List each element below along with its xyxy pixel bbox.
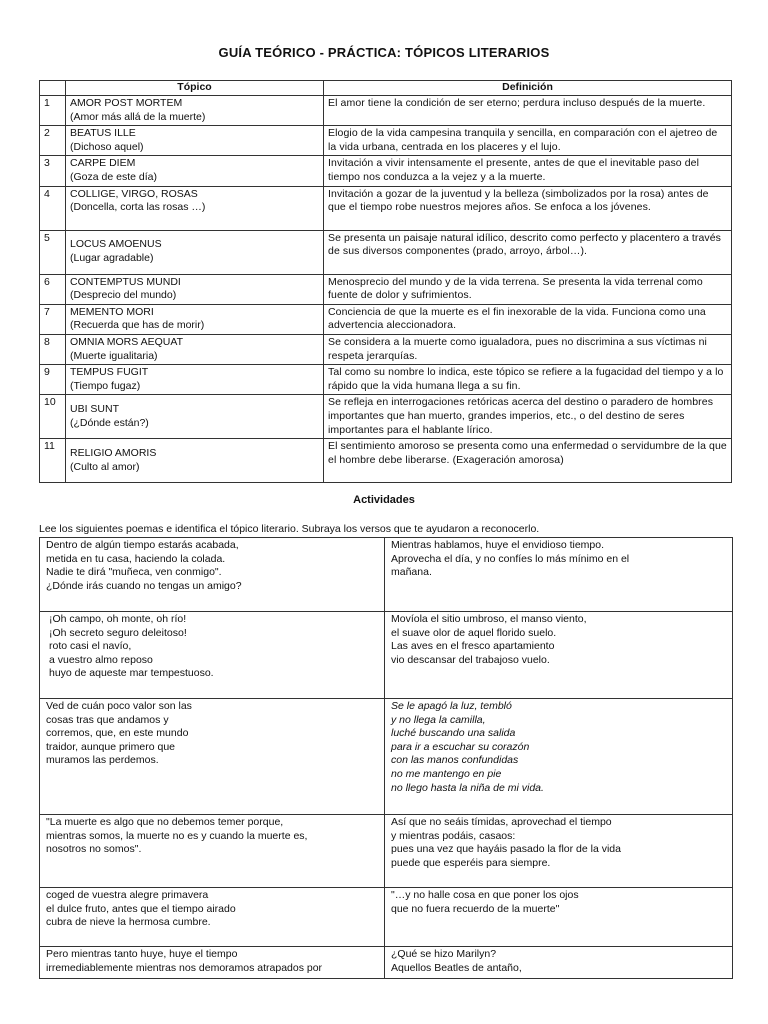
poem-verse: puede que esperéis para siempre. [391,856,551,869]
page-title: GUÍA TEÓRICO - PRÁCTICA: TÓPICOS LITERARIOS [218,45,550,60]
topic-cell [66,395,324,439]
poem-verse: pues una vez que hayáis pasado la flor de la vida [391,843,621,856]
poem-verse: mientras somos, la muerte no es y cuando la muerte es, [46,829,308,842]
row-number: 9 [40,365,66,395]
table-row [40,274,732,304]
table-row [40,304,732,334]
topic-name: RELIGIO AMORIS [70,447,157,460]
poem-verse: Ved de cuán poco valor son las [46,700,192,712]
topic-translation: (Tiempo fugaz) [70,379,141,392]
topic-translation: (Recuerda que has de morir) [70,319,205,332]
topic-name: UBI SUNT [70,403,120,416]
topic-cell [66,334,324,364]
poem-verse: para ir a escuchar su corazón [391,740,530,753]
poem-row [40,947,733,979]
topic-definition: Elogio de la vida campesina tranquila y sencilla, en comparación con el ajetreo de la vida urbana, centrada en los placeres y el lujo. [324,126,732,156]
table-row [40,126,732,156]
topic-cell [66,96,324,126]
header-definition: Definición [324,81,732,96]
topic-definition: El amor tiene la condición de ser eterno; perdura incluso después de la muerte. [324,96,732,126]
topic-definition: Conciencia de que la muerte es el fin inexorable de la vida. Funciona como una advertencia aleccionadora. [324,304,732,334]
poem-verse: ¡Oh campo, oh monte, oh río! [49,613,187,625]
topic-definition: Se presenta un paisaje natural idílico, descrito como perfecto y placentero a través de sus diversos componentes (prado, arroyo, árbol…). [324,230,732,274]
poem-verse: no llego hasta la niña de mi vida. [391,781,544,794]
poem-verse: Mientras hablamos, huye el envidioso tiempo. [391,539,605,551]
poem-verse: metida en tu casa, haciendo la colada. [46,552,226,565]
poem-row [40,538,733,612]
topic-cell [66,304,324,334]
poem-cell [40,538,385,612]
topic-definition: El sentimiento amoroso se presenta como una enfermedad o servidumbre de la que el hombre debe liberarse. (Exageración amorosa) [324,439,732,483]
topic-name: BEATUS ILLE [70,127,136,140]
row-number: 2 [40,126,66,156]
topic-cell [66,126,324,156]
activities-instruction: Lee los siguientes poemas e identifica el tópico literario. Subraya los versos que te ayudaron a reconocerlo. [39,523,540,535]
table-row [40,365,732,395]
topic-translation: (Amor más allá de la muerte) [70,110,206,123]
poem-verse: "La muerte es algo que no debemos temer porque, [46,816,284,828]
poem-verse: luché buscando una salida [391,727,516,740]
topic-name: MEMENTO MORI [70,305,154,318]
poem-verse: Así que no seáis tímidas, aprovechad el tiempo [391,816,612,828]
topic-name: TEMPUS FUGIT [70,366,149,379]
poem-verse: roto casi el navío, [49,640,132,653]
poem-cell [40,815,385,888]
topic-translation: (¿Dónde están?) [70,416,149,429]
topic-name: CARPE DIEM [70,157,136,170]
poem-cell [385,947,733,979]
poems-table [39,537,733,979]
topic-definition: Tal como su nombre lo indica, este tópico se refiere a la fugacidad del tiempo y a lo rápido que la vida humana llega a su fin. [324,365,732,395]
poem-row [40,699,733,815]
poem-row [40,815,733,888]
table-row [40,439,732,483]
poem-row [40,612,733,699]
row-number: 10 [40,395,66,439]
poem-verse: ¡Oh secreto seguro deleitoso! [49,626,187,639]
poem-verse: Pero mientras tanto huye, huye el tiempo [46,948,238,960]
topic-cell [66,365,324,395]
poem-cell [385,699,733,815]
topic-definition: Se refleja en interrogaciones retóricas acerca del destino o paradero de hombres importantes que han muerto, grandes imperios, etc., o del destino de seres importantes para el hablante lírico. [324,395,732,439]
poem-verse: coged de vuestra alegre primavera [46,889,209,901]
table-row [40,230,732,274]
poem-verse: no me mantengo en pie [391,767,502,780]
poem-cell [40,888,385,947]
header-topic: Tópico [66,81,324,96]
poem-verse: el dulce fruto, antes que el tiempo airado [46,902,236,915]
poem-cell [385,815,733,888]
poem-verse: traidor, aunque primero que [46,740,175,753]
poem-verse: Nadie te dirá "muñeca, ven conmigo". [46,566,222,579]
poem-verse: Movíola el sitio umbroso, el manso viento, [391,613,587,625]
topic-name: LOCUS AMOENUS [70,238,162,251]
topic-cell [66,439,324,483]
topic-translation: (Culto al amor) [70,460,140,473]
topic-translation: (Dichoso aquel) [70,140,144,153]
poem-verse: ¿Qué se hizo Marilyn? [391,948,497,960]
row-number: 11 [40,439,66,483]
poem-verse: vio descansar del trabajoso vuelo. [391,653,550,666]
topic-translation: (Desprecio del mundo) [70,289,177,302]
topic-translation: (Doncella, corta las rosas …) [70,201,206,214]
topics-table [39,80,732,483]
topic-cell [66,274,324,304]
topic-name: OMNIA MORS AEQUAT [70,335,183,348]
row-number: 4 [40,186,66,230]
poem-verse: Dentro de algún tiempo estarás acabada, [46,539,239,551]
row-number: 3 [40,156,66,186]
topic-definition: Invitación a gozar de la juventud y la belleza (simbolizados por la rosa) antes de que el tiempo robe nuestros mejores años. Se enfoca a los jóvenes. [324,186,732,230]
header-number [40,81,66,96]
topic-definition: Invitación a vivir intensamente el presente, antes de que el inevitable paso del tiempo nos conduzca a la vejez y a la muerte. [324,156,732,186]
table-row [40,395,732,439]
topic-cell [66,186,324,230]
poem-verse: y no llega la camilla, [391,713,486,726]
topic-name: CONTEMPTUS MUNDI [70,275,181,288]
table-row [40,96,732,126]
row-number: 7 [40,304,66,334]
poem-verse: mañana. [391,566,432,579]
poem-cell [385,612,733,699]
table-header-row [40,81,732,96]
poem-cell [385,538,733,612]
poem-verse: Las aves en el fresco apartamiento [391,640,555,653]
topic-cell [66,156,324,186]
row-number: 5 [40,230,66,274]
poem-verse: y mientras podáis, casaos: [391,829,516,842]
poem-verse: que no fuera recuerdo de la muerte" [391,902,560,915]
table-row [40,186,732,230]
topic-name: AMOR POST MORTEM [70,97,183,109]
poem-verse: el suave olor de aquel florido suelo. [391,626,557,639]
poem-verse: Se le apagó la luz, tembló [391,700,512,712]
topic-definition: Menosprecio del mundo y de la vida terrena. Se presenta la vida terrenal como fuente de dolor y sufrimientos. [324,274,732,304]
topic-definition: Se considera a la muerte como igualadora, pues no discrimina a sus víctimas ni respeta jerarquías. [324,334,732,364]
poem-verse: muramos las perdemos. [46,754,159,767]
poem-verse: "…y no halle cosa en que poner los ojos [391,889,579,901]
poem-cell [40,612,385,699]
poem-row [40,888,733,947]
row-number: 1 [40,96,66,126]
topic-translation: (Muerte igualitaria) [70,349,158,362]
poem-verse: irremediablemente mientras nos demoramos atrapados por [46,961,323,974]
activities-title: Actividades [353,494,415,506]
poem-verse: con las manos confundidas [391,754,519,767]
poem-verse: cosas tras que andamos y [46,713,169,726]
poem-verse: corremos, que, en este mundo [46,727,189,740]
topic-cell [66,230,324,274]
row-number: 6 [40,274,66,304]
poem-verse: huyo de aqueste mar tempestuoso. [49,667,214,680]
poem-verse: Aquellos Beatles de antaño, [391,961,522,974]
table-row [40,156,732,186]
row-number: 8 [40,334,66,364]
poem-verse: cubra de nieve la hermosa cumbre. [46,916,211,929]
poem-verse: ¿Dónde irás cuando no tengas un amigo? [46,579,242,592]
topic-name: COLLIGE, VIRGO, ROSAS [70,187,198,200]
poem-cell [40,699,385,815]
topic-translation: (Goza de este día) [70,170,157,183]
poem-cell [385,888,733,947]
poem-verse: a vuestro almo reposo [49,653,153,666]
topic-translation: (Lugar agradable) [70,252,154,265]
poem-verse: nosotros no somos". [46,843,142,856]
poem-verse: Aprovecha el día, y no confíes lo más mínimo en el [391,552,630,565]
table-row [40,334,732,364]
poem-cell [40,947,385,979]
